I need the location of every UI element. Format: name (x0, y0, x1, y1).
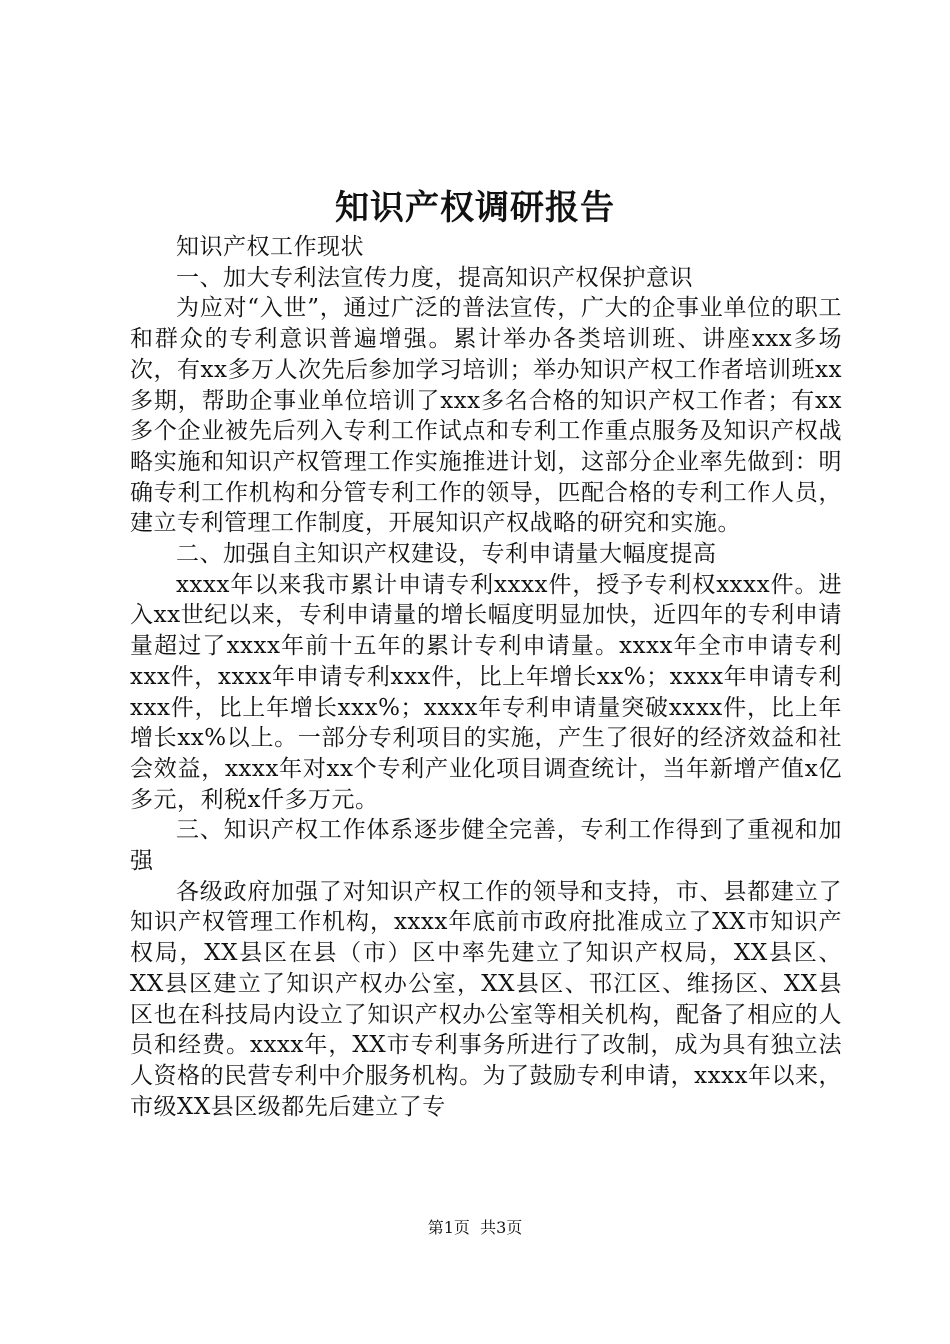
paragraph-section-two-body: xxxx年以来我市累计申请专利xxxx件，授予专利权xxxx件。进入xx世纪以来，专利申请量的增长幅度明显加快，近四年的专利申请量超过了xxxx年前十五年的累计专利申请量。xxxx年全市申请专利xxx件，xxxx年申请专利xxx件，比上年增长xx%；xxxx年申请专利xxx件，比上年增长xxx%；xxxx年专利申请量突破xxxx件，比上年增长xx%以上。一部分专利项目的实施，产生了很好的经济效益和社会效益，xxxx年对xx个专利产业化项目调查统计，当年新增产值x亿多元，利税x仟多万元。 (130, 571, 842, 813)
page-footer (0, 1216, 950, 1240)
paragraph-section-one-body: 为应对“入世”，通过广泛的普法宣传，广大的企事业单位的职工和群众的专利意识普遍增强。累计举办各类培训班、讲座xxx多场次，有xx多万人次先后参加学习培训；举办知识产权工作者培训班xx多期，帮助企事业单位培训了xxx多名合格的知识产权工作者；有xx多个企业被先后列入专利工作试点和专利工作重点服务及知识产权战略实施和知识产权管理工作实施推进计划，这部分企业率先做到：明确专利工作机构和分管专利工作的领导，匹配合格的专利工作人员，建立专利管理工作制度，开展知识产权战略的研究和实施。 (130, 295, 842, 537)
document-title: 知识产权调研报告 (335, 188, 615, 228)
page-number: 第1页 共3页 (427, 1218, 523, 1237)
paragraph-section-three-heading: 三、知识产权工作体系逐步健全完善，专利工作得到了重视和加强 (130, 817, 842, 875)
document-body (130, 232, 842, 1122)
paragraph-section-one-heading: 一、加大专利法宣传力度，提高知识产权保护意识 (176, 264, 693, 291)
paragraph-section-two-heading: 二、加强自主知识产权建设，专利申请量大幅度提高 (176, 541, 717, 568)
paragraph-section-three-body: 各级政府加强了对知识产权工作的领导和支持，市、县都建立了知识产权管理工作机构，xxxx年底前市政府批准成立了XX市知识产权局，XX县区在县（市）区中率先建立了知识产权局，XX县区、XX县区建立了知识产权办公室，XX县区、邗江区、维扬区、XX县区也在科技局内设立了知识产权办公室等相关机构，配备了相应的人员和经费。xxxx年，XX市专利事务所进行了改制，成为具有独立法人资格的民营专利中介服务机构。为了鼓励专利申请，xxxx年以来，市级XX县区级都先后建立了专 (130, 878, 842, 1120)
paragraph-status-heading: 知识产权工作现状 (176, 234, 364, 260)
